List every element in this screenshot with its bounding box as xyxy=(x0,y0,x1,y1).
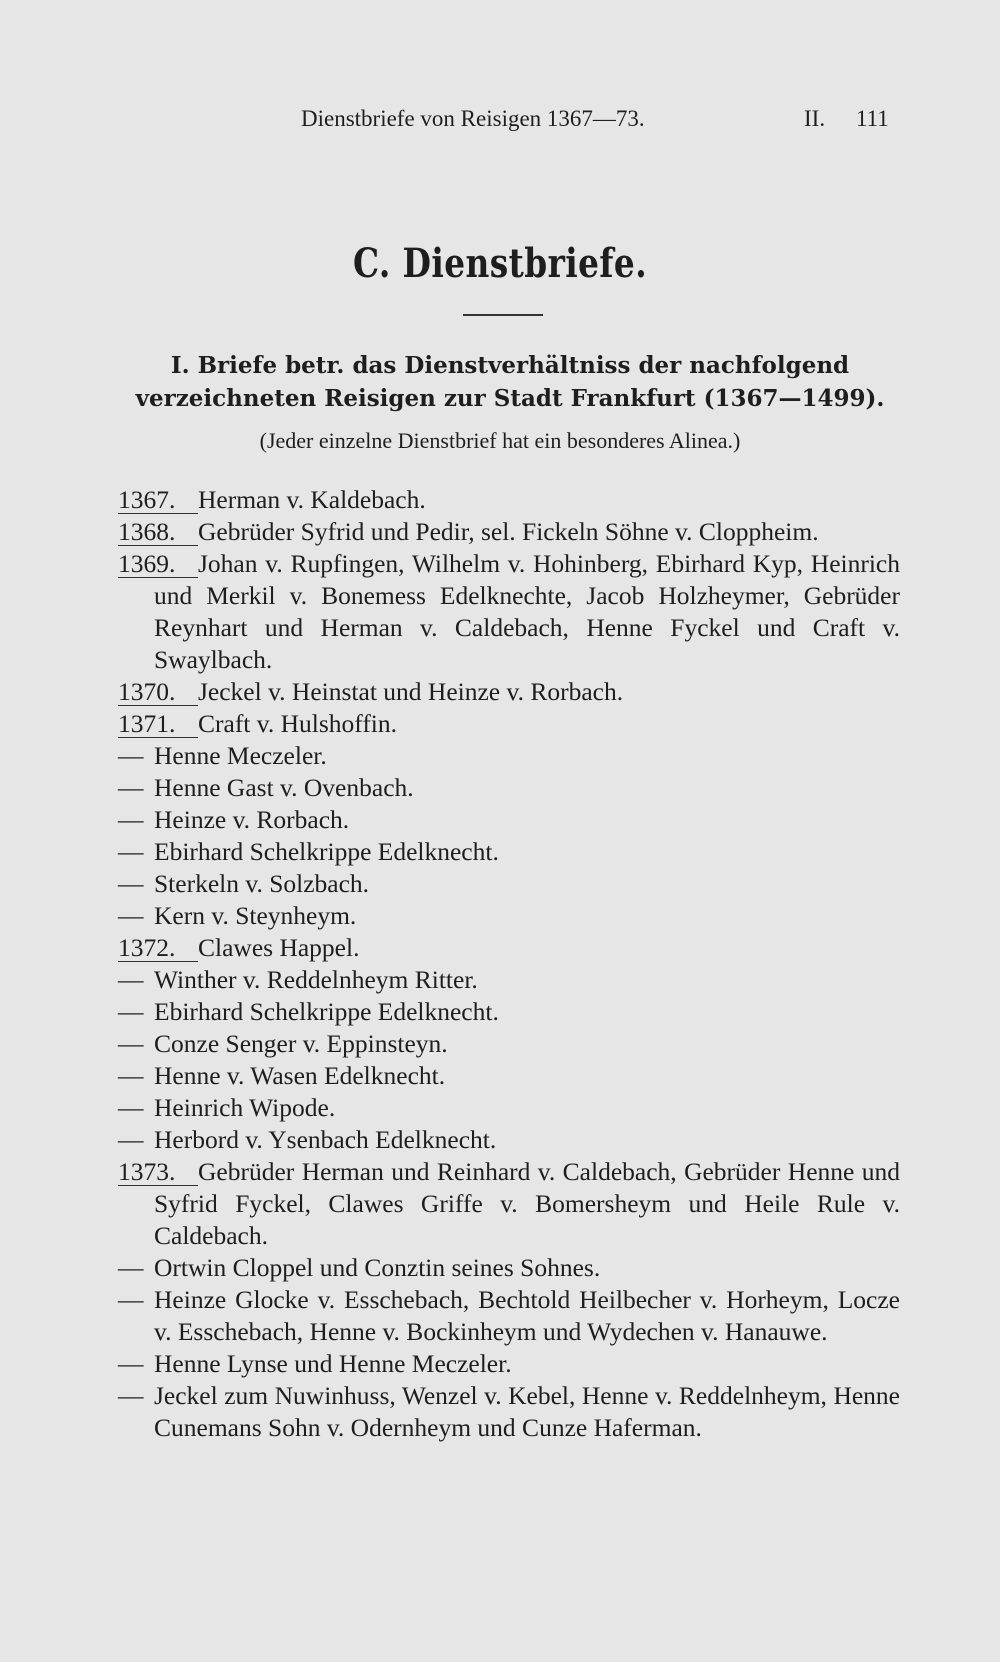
entry-text: Herman v. Kaldebach. xyxy=(198,485,426,514)
list-item xyxy=(118,804,900,836)
list-item xyxy=(118,484,900,516)
entry-dash: — xyxy=(118,901,144,930)
entry-text: Winther v. Reddelnheym Ritter. xyxy=(154,965,478,994)
entry-list xyxy=(118,484,900,1444)
entry-dash: — xyxy=(118,1285,144,1314)
entry-year: 1371. xyxy=(118,711,198,738)
subtitle: I. Briefe betr. das Dienstverhältniss der nachfolgend verzeichneten Reisigen zur Stadt Frankfurt (1367—1499). xyxy=(135,352,885,412)
entry-dash: — xyxy=(118,1253,144,1282)
entry-dash: — xyxy=(118,965,144,994)
running-head-section: II. xyxy=(804,106,826,131)
list-item xyxy=(118,932,900,964)
list-item xyxy=(118,1284,900,1348)
running-head xyxy=(0,106,1000,140)
entry-text: Gebrüder Herman und Reinhard v. Caldebach, Gebrüder Henne und Syfrid Fyckel, Clawes Griffe v. Bomersheym und Heile Rule v. Caldebach. xyxy=(154,1157,900,1250)
entry-dash: — xyxy=(118,837,144,866)
list-item xyxy=(118,740,900,772)
entry-year: 1372. xyxy=(118,935,198,962)
entry-year: 1367. xyxy=(118,487,198,514)
list-item xyxy=(118,1092,900,1124)
entry-dash: — xyxy=(118,1093,144,1122)
entry-text: Jeckel v. Heinstat und Heinze v. Rorbach. xyxy=(198,677,624,706)
entry-dash: — xyxy=(118,741,144,770)
entry-text: Henne Meczeler. xyxy=(154,741,327,770)
entry-text: Ebirhard Schelkrippe Edelknecht. xyxy=(154,997,499,1026)
list-item xyxy=(118,708,900,740)
entry-text: Henne v. Wasen Edelknecht. xyxy=(154,1061,446,1090)
running-head-title: Dienstbriefe von Reisigen 1367—73. xyxy=(301,106,645,131)
entry-text: Ebirhard Schelkrippe Edelknecht. xyxy=(154,837,499,866)
entry-text: Kern v. Steynheym. xyxy=(154,901,357,930)
list-item xyxy=(118,772,900,804)
entry-text: Heinrich Wipode. xyxy=(154,1093,336,1122)
entry-dash: — xyxy=(118,1381,144,1410)
entry-dash: — xyxy=(118,997,144,1026)
list-item xyxy=(118,964,900,996)
entry-text: Henne Gast v. Ovenbach. xyxy=(154,773,414,802)
list-item xyxy=(118,676,900,708)
entry-text: Johan v. Rupfingen, Wilhelm v. Hohinberg, Ebirhard Kyp, Heinrich und Merkil v. Bonemess Edelknechte, Jacob Holzheymer, Gebrüder Reynhart und Herman v. Caldebach, Henne Fyckel und Craft v. Swaylbach. xyxy=(154,549,900,674)
list-item xyxy=(118,1060,900,1092)
entry-text: Sterkeln v. Solzbach. xyxy=(154,869,370,898)
note: (Jeder einzelne Dienstbrief hat ein besonderes Alinea.) xyxy=(259,428,741,453)
list-item xyxy=(118,1124,900,1156)
entry-text: Gebrüder Syfrid und Pedir, sel. Fickeln Söhne v. Cloppheim. xyxy=(198,517,819,546)
list-item xyxy=(118,1156,900,1252)
entry-year: 1370. xyxy=(118,679,198,706)
title-rule xyxy=(463,314,543,316)
entry-text: Ortwin Cloppel und Conztin seines Sohnes. xyxy=(154,1253,601,1282)
entry-text: Henne Lynse und Henne Meczeler. xyxy=(154,1349,512,1378)
entry-dash: — xyxy=(118,805,144,834)
list-item xyxy=(118,1380,900,1444)
list-item xyxy=(118,836,900,868)
list-item xyxy=(118,548,900,676)
list-item xyxy=(118,868,900,900)
entry-text: Heinze v. Rorbach. xyxy=(154,805,350,834)
list-item xyxy=(118,1348,900,1380)
entry-dash: — xyxy=(118,1349,144,1378)
list-item xyxy=(118,996,900,1028)
entry-dash: — xyxy=(118,1125,144,1154)
list-item xyxy=(118,1252,900,1284)
entry-text: Herbord v. Ysenbach Edelknecht. xyxy=(154,1125,497,1154)
entry-dash: — xyxy=(118,773,144,802)
entry-dash: — xyxy=(118,869,144,898)
entry-text: Conze Senger v. Eppinsteyn. xyxy=(154,1029,448,1058)
entry-text: Clawes Happel. xyxy=(198,933,360,962)
list-item xyxy=(118,1028,900,1060)
list-item xyxy=(118,516,900,548)
entry-year: 1373. xyxy=(118,1159,198,1186)
entry-dash: — xyxy=(118,1061,144,1090)
entry-dash: — xyxy=(118,1029,144,1058)
entry-text: Heinze Glocke v. Esschebach, Bechtold Heilbecher v. Horheym, Locze v. Esschebach, Henne v. Bockinheym und Wydechen v. Hanauwe. xyxy=(154,1285,900,1346)
entry-text: Craft v. Hulshoffin. xyxy=(198,709,398,738)
entry-text: Jeckel zum Nuwinhuss, Wenzel v. Kebel, Henne v. Reddelnheym, Henne Cunemans Sohn v. Odernheym und Cunze Haferman. xyxy=(154,1381,900,1442)
entry-year: 1368. xyxy=(118,519,198,546)
entry-year: 1369. xyxy=(118,551,198,578)
section-title: C. Dienstbriefe. xyxy=(352,240,648,287)
page-number: 111 xyxy=(856,106,889,131)
list-item xyxy=(118,900,900,932)
